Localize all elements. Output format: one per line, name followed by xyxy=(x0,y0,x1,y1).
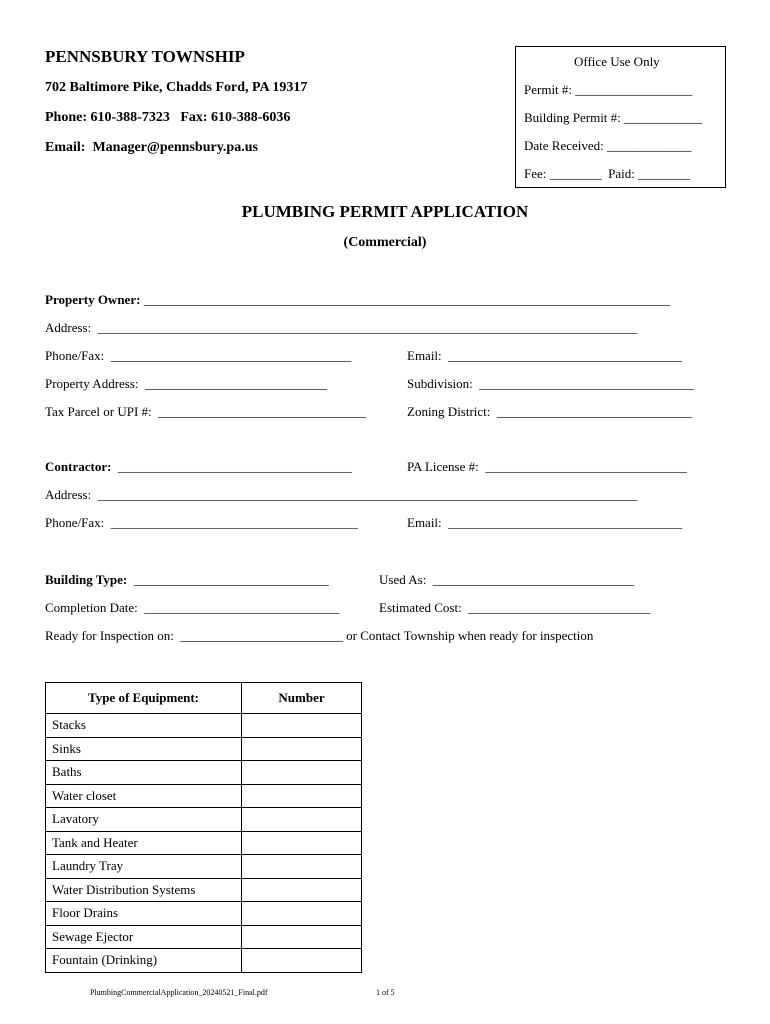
contractor-address-field[interactable]: Address: ___________________________________________________________________________________ xyxy=(45,487,638,502)
township-phone-fax: Phone: 610-388-7323 Fax: 610-388-6036 xyxy=(45,110,291,125)
property-owner-label: Property Owner: xyxy=(45,292,141,307)
equipment-type-cell: Sinks xyxy=(46,737,242,761)
equipment-number-header: Number xyxy=(242,683,362,714)
zoning-district-field[interactable]: Zoning District: ______________________________ xyxy=(407,404,692,419)
equipment-number-input[interactable] xyxy=(242,925,362,949)
table-row xyxy=(46,925,362,949)
table-row xyxy=(46,878,362,902)
footer-filename: PlumbingCommercialApplication_20240521_Final.pdf xyxy=(90,988,268,997)
equipment-type-header: Type of Equipment: xyxy=(46,683,242,714)
equipment-table xyxy=(45,682,362,973)
equipment-type-cell: Tank and Heater xyxy=(46,831,242,855)
equipment-type-cell: Fountain (Drinking) xyxy=(46,949,242,973)
equipment-number-input[interactable] xyxy=(242,784,362,808)
equipment-type-cell: Water Distribution Systems xyxy=(46,878,242,902)
contractor-field[interactable]: ____________________________________ xyxy=(117,459,352,474)
office-permit-field[interactable]: Permit #: __________________ xyxy=(524,82,693,97)
owner-email-field[interactable]: Email: ____________________________________ xyxy=(407,348,683,363)
tax-parcel-field[interactable]: Tax Parcel or UPI #: ________________________________ xyxy=(45,404,367,419)
equipment-number-input[interactable] xyxy=(242,902,362,926)
contractor-email-field[interactable]: Email: ____________________________________ xyxy=(407,515,683,530)
equipment-number-input[interactable] xyxy=(242,855,362,879)
township-name: PENNSBURY TOWNSHIP xyxy=(45,47,245,66)
building-type-row xyxy=(45,572,329,588)
table-row xyxy=(46,831,362,855)
table-row xyxy=(46,949,362,973)
office-use-title: Office Use Only xyxy=(574,54,660,69)
table-row xyxy=(46,784,362,808)
used-as-field[interactable]: Used As: _______________________________ xyxy=(379,572,635,587)
equipment-number-input[interactable] xyxy=(242,808,362,832)
equipment-type-cell: Floor Drains xyxy=(46,902,242,926)
contractor-label: Contractor: xyxy=(45,459,112,474)
table-row xyxy=(46,714,362,738)
township-address: 702 Baltimore Pike, Chadds Ford, PA 19317 xyxy=(45,80,308,95)
equipment-type-cell: Sewage Ejector xyxy=(46,925,242,949)
equipment-number-input[interactable] xyxy=(242,737,362,761)
equipment-number-input[interactable] xyxy=(242,761,362,785)
footer-page-number: 1 of 5 xyxy=(376,988,395,997)
property-owner-row xyxy=(45,292,670,308)
equipment-type-cell: Lavatory xyxy=(46,808,242,832)
pa-license-field[interactable]: PA License #: _______________________________ xyxy=(407,459,687,474)
form-subtitle: (Commercial) xyxy=(343,235,427,250)
property-address-field[interactable]: Property Address: ____________________________ xyxy=(45,376,328,391)
office-building-permit-field[interactable]: Building Permit #: ____________ xyxy=(524,110,703,125)
building-type-field[interactable]: ______________________________ xyxy=(133,572,329,587)
property-owner-field[interactable]: _________________________________________________________________________________ xyxy=(143,292,671,307)
table-row xyxy=(46,855,362,879)
table-row xyxy=(46,761,362,785)
subdivision-field[interactable]: Subdivision: _________________________________ xyxy=(407,376,694,391)
completion-date-field[interactable]: Completion Date: ______________________________ xyxy=(45,600,340,615)
table-row xyxy=(46,737,362,761)
ready-for-inspection-field[interactable]: Ready for Inspection on: _________________________ or Contact Township when ready for inspection xyxy=(45,628,594,643)
office-date-received-field[interactable]: Date Received: _____________ xyxy=(524,138,692,153)
table-row xyxy=(46,902,362,926)
equipment-type-cell: Water closet xyxy=(46,784,242,808)
equipment-table-header xyxy=(46,683,362,714)
equipment-type-cell: Laundry Tray xyxy=(46,855,242,879)
equipment-type-cell: Stacks xyxy=(46,714,242,738)
equipment-number-input[interactable] xyxy=(242,878,362,902)
owner-address-field[interactable]: Address: ___________________________________________________________________________________ xyxy=(45,320,638,335)
equipment-number-input[interactable] xyxy=(242,831,362,855)
contractor-row xyxy=(45,459,352,475)
building-type-label: Building Type: xyxy=(45,572,128,587)
estimated-cost-field[interactable]: Estimated Cost: ____________________________ xyxy=(379,600,651,615)
form-title: PLUMBING PERMIT APPLICATION xyxy=(241,202,529,221)
township-email: Email: Manager@pennsbury.pa.us xyxy=(45,140,258,155)
table-row xyxy=(46,808,362,832)
contractor-phone-field[interactable]: Phone/Fax: ______________________________________ xyxy=(45,515,358,530)
office-fee-paid-field[interactable]: Fee: ________ Paid: ________ xyxy=(524,166,691,181)
equipment-type-cell: Baths xyxy=(46,761,242,785)
owner-phone-field[interactable]: Phone/Fax: _____________________________________ xyxy=(45,348,352,363)
equipment-number-input[interactable] xyxy=(242,949,362,973)
equipment-number-input[interactable] xyxy=(242,714,362,738)
